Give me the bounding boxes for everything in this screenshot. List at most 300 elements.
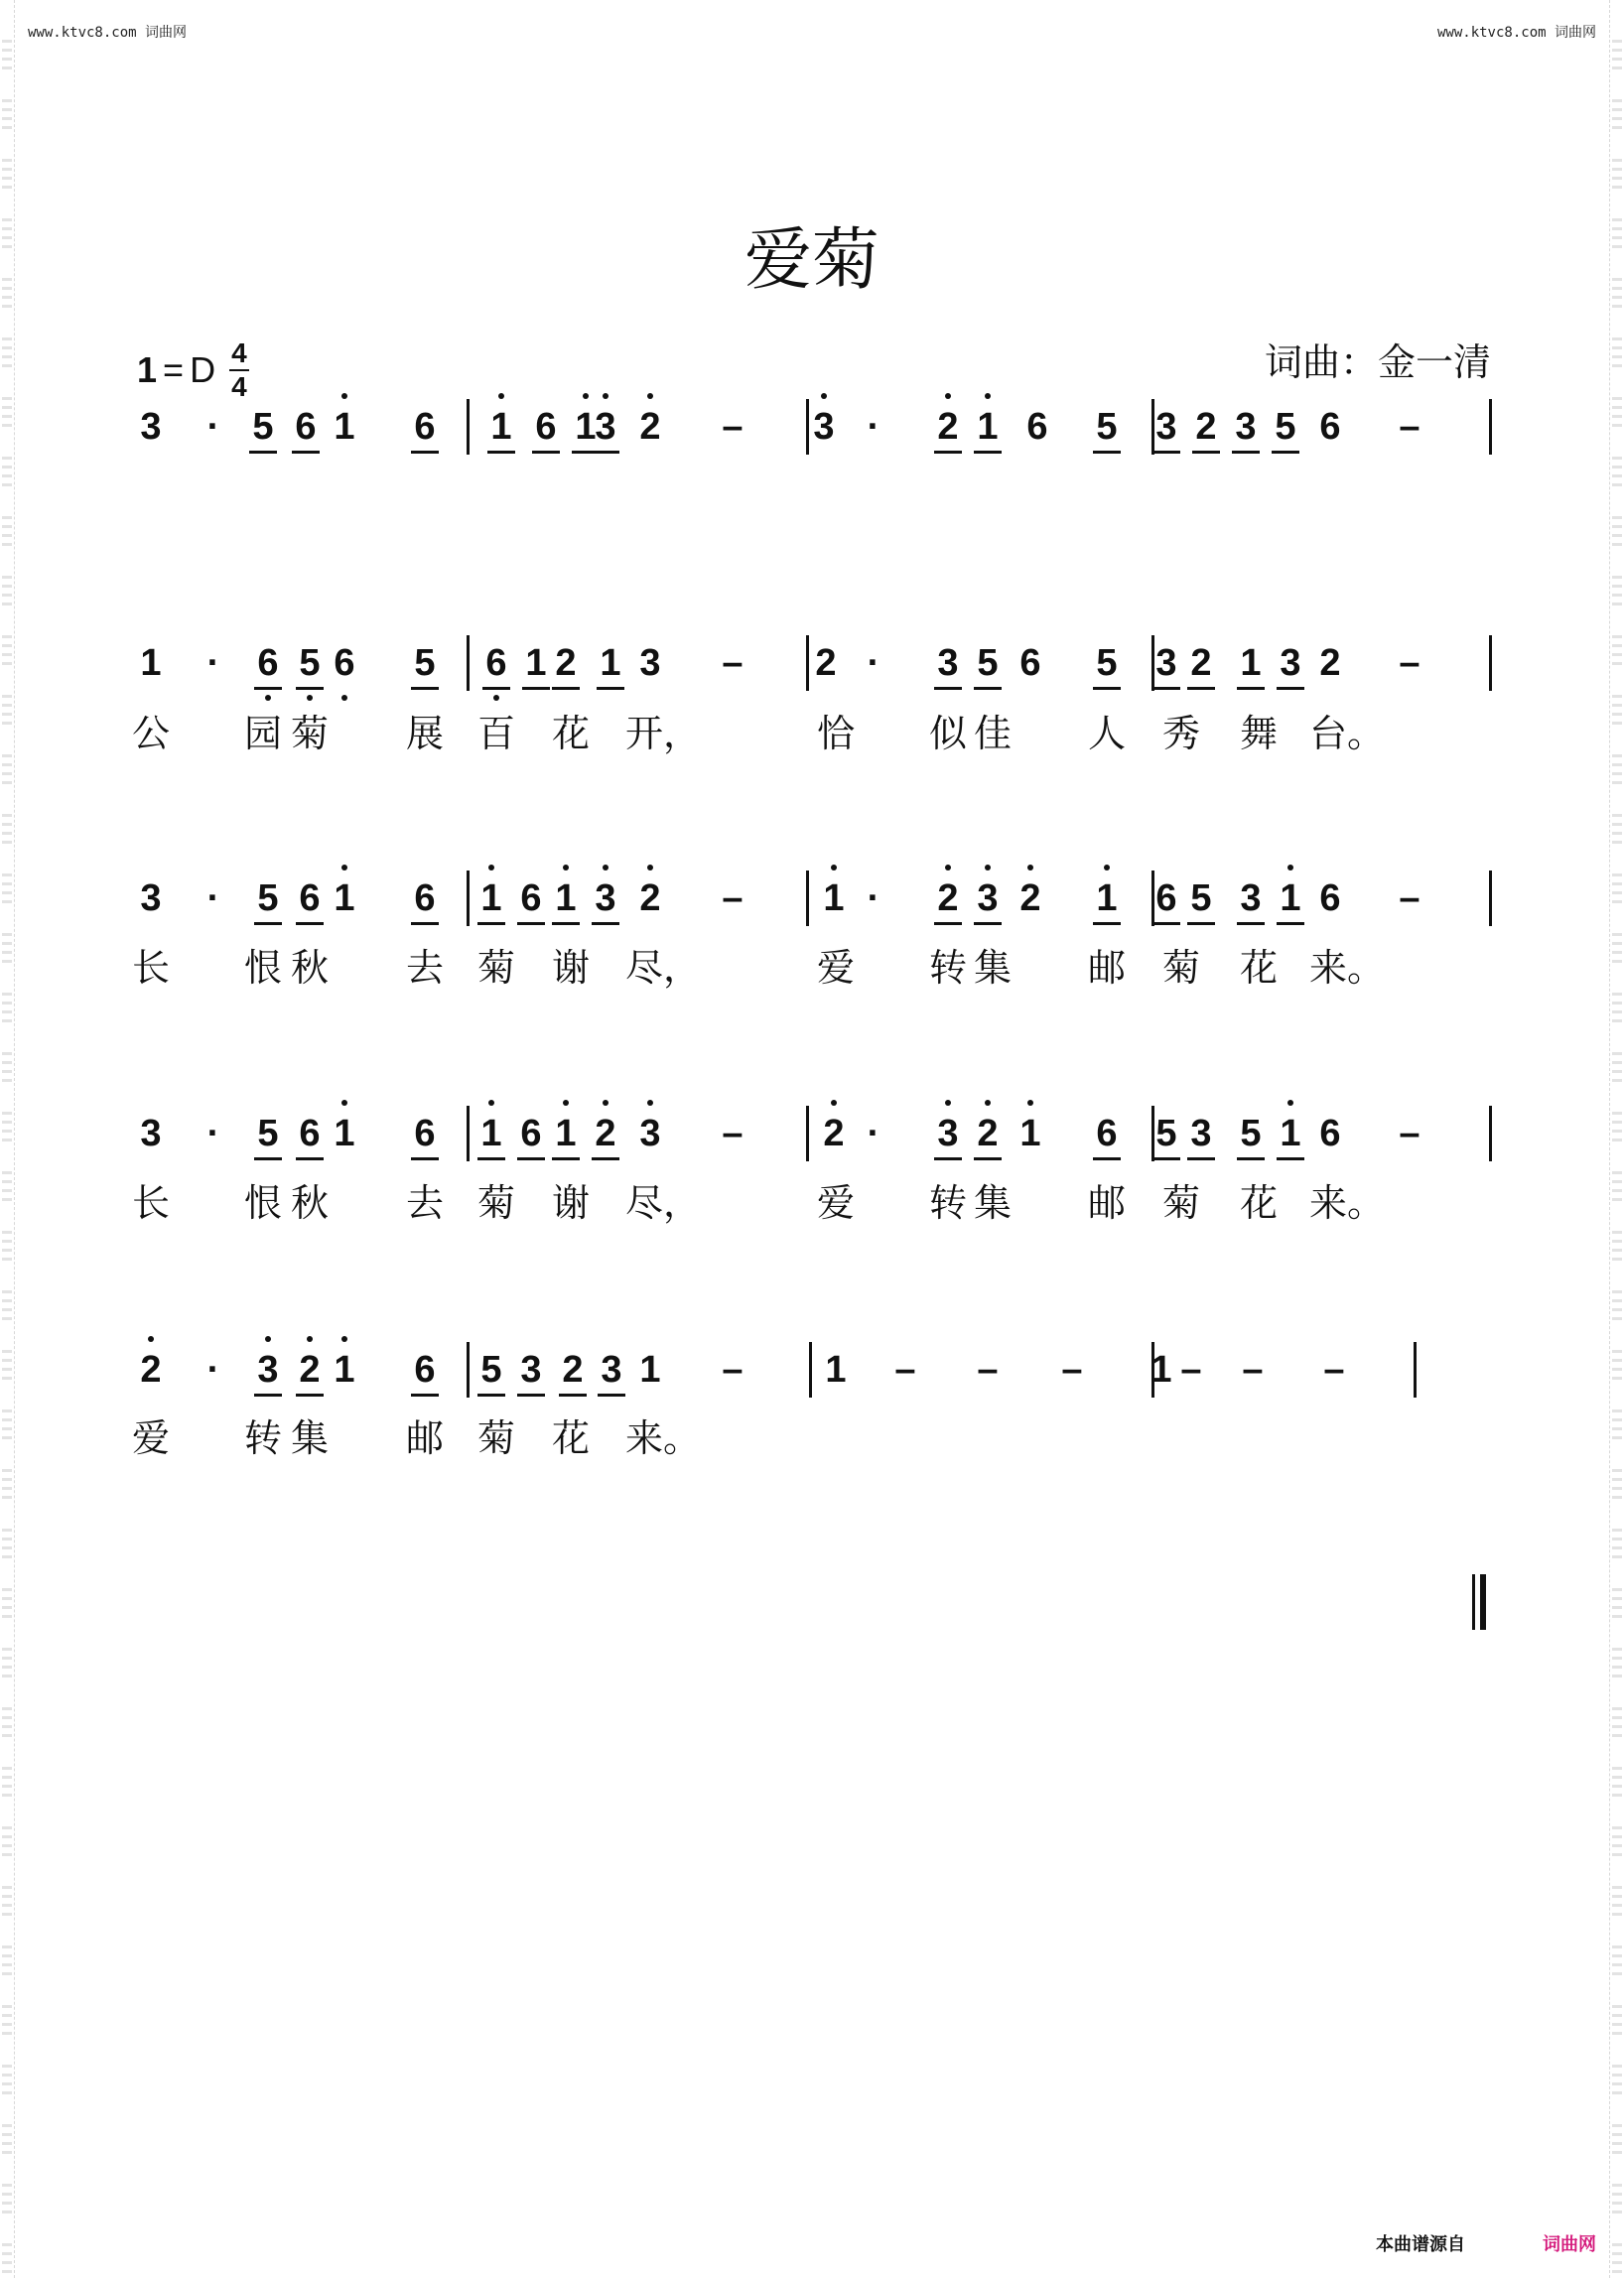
site-header-right: www.ktvc8.com 词曲网	[1436, 25, 1596, 41]
note-augmentation-dot: ·	[206, 877, 220, 919]
key-equals: =	[163, 349, 185, 390]
note-digit: 2	[815, 642, 837, 684]
watermark-glyph	[2, 635, 12, 671]
composer-credit: 词曲：金一清	[1264, 340, 1491, 384]
lyric-syllable: 转	[243, 1416, 282, 1460]
lyric-syllable: 长	[131, 1181, 170, 1225]
watermark-glyph	[2, 754, 12, 790]
watermark-glyph	[1612, 1648, 1622, 1683]
note-digit: 5	[257, 877, 279, 919]
note-digit: 5	[257, 1113, 279, 1154]
eighth-note-underline	[532, 451, 560, 454]
note-digit: 1	[825, 1349, 847, 1391]
watermark-glyph	[1612, 2184, 1622, 2219]
lyric-syllable: 秋	[290, 946, 329, 990]
eighth-note-underline	[1152, 922, 1180, 925]
eighth-note-underline	[1187, 687, 1215, 690]
note-digit: 1	[525, 642, 547, 684]
eighth-note-underline	[1277, 922, 1304, 925]
lyric-syllable: 舞	[1239, 712, 1278, 755]
lyric-syllable: 来。	[625, 1416, 702, 1460]
eighth-note-underline	[974, 922, 1002, 925]
note-augmentation-dot: ·	[867, 1113, 880, 1154]
note-digit: 3	[1190, 1113, 1212, 1154]
note-extension-dash: –	[1399, 877, 1421, 919]
watermark-glyph	[1612, 457, 1622, 492]
note-digit: 6	[520, 877, 542, 919]
note-digit: 2	[1195, 406, 1217, 448]
eighth-note-underline	[1237, 687, 1265, 690]
watermark-glyph	[2, 1767, 12, 1803]
watermark-glyph	[2, 1409, 12, 1445]
time-signature	[229, 337, 249, 403]
note-digit: 6	[1026, 406, 1048, 448]
note-digit: 1	[977, 406, 999, 448]
watermark-glyph	[1612, 695, 1622, 731]
note-digit: 5	[1275, 406, 1296, 448]
lyric-syllable: 集	[290, 1416, 329, 1460]
note-digit: 3	[140, 1113, 162, 1154]
note-digit: 6	[1319, 406, 1341, 448]
watermark-glyph	[1612, 1767, 1622, 1803]
note-digit: 3	[257, 1349, 279, 1391]
eighth-note-underline	[517, 1157, 545, 1160]
footer-brand-link[interactable]: 词曲网	[1543, 2234, 1596, 2255]
watermark-glyph	[2, 1350, 12, 1386]
barline	[1489, 635, 1492, 691]
note-digit: 1	[1280, 1113, 1301, 1154]
note-digit: 5	[252, 406, 274, 448]
note-digit: 6	[520, 1113, 542, 1154]
lyric-syllable: 菊	[476, 1416, 515, 1460]
octave-high-dot	[603, 865, 609, 871]
watermark-glyph	[1612, 635, 1622, 671]
note-extension-dash: –	[1180, 1349, 1202, 1391]
note-digit: 1	[639, 1349, 661, 1391]
watermark-glyph	[2, 1112, 12, 1147]
lyric-syllable: 花	[1239, 1181, 1278, 1225]
eighth-note-underline	[597, 687, 624, 690]
key-tonic: 1	[137, 349, 158, 390]
watermark-glyph	[1612, 1350, 1622, 1386]
octave-high-dot	[341, 393, 347, 399]
note-extension-dash: –	[1399, 1113, 1421, 1154]
watermark-glyph	[2, 1707, 12, 1743]
watermark-glyph	[2, 2184, 12, 2219]
note-digit: 1	[334, 1113, 355, 1154]
note-digit: 3	[639, 642, 661, 684]
barline	[467, 1342, 470, 1398]
eighth-note-underline	[1232, 451, 1260, 454]
barline	[806, 871, 809, 926]
watermark-glyph	[2, 1886, 12, 1922]
note-digit: 1	[490, 406, 512, 448]
lyric-syllable: 来。	[1309, 1181, 1386, 1225]
watermark-glyph	[2, 814, 12, 850]
octave-high-dot	[148, 1336, 154, 1342]
note-extension-dash: –	[977, 1349, 999, 1391]
eighth-note-underline	[1237, 922, 1265, 925]
watermark-glyph	[1612, 99, 1622, 135]
eighth-note-underline	[477, 1394, 505, 1397]
note-digit: 5	[977, 642, 999, 684]
note-digit: 5	[1190, 877, 1212, 919]
eighth-note-underline	[487, 451, 515, 454]
eighth-note-underline	[411, 451, 439, 454]
octave-high-dot	[488, 1100, 494, 1106]
eighth-note-underline	[934, 687, 962, 690]
eighth-note-underline	[1187, 922, 1215, 925]
note-digit: 3	[977, 877, 999, 919]
octave-high-dot	[341, 1100, 347, 1106]
note-digit: 1	[334, 406, 355, 448]
note-digit: 1	[334, 1349, 355, 1391]
octave-high-dot	[985, 865, 991, 871]
note-digit: 6	[257, 642, 279, 684]
note-digit: 3	[813, 406, 835, 448]
eighth-note-underline	[559, 1394, 587, 1397]
barline	[1489, 871, 1492, 926]
note-digit: 2	[639, 877, 661, 919]
lyric-syllable: 谢	[551, 1181, 590, 1225]
lyric-syllable: 来。	[1309, 946, 1386, 990]
note-extension-dash: –	[722, 877, 744, 919]
note-digit: 2	[977, 1113, 999, 1154]
note-digit: 6	[1319, 1113, 1341, 1154]
eighth-note-underline	[411, 922, 439, 925]
eighth-note-underline	[934, 1157, 962, 1160]
note-digit: 3	[937, 642, 959, 684]
watermark-glyph	[2, 1290, 12, 1326]
eighth-note-underline	[1152, 687, 1180, 690]
note-digit: 6	[1319, 877, 1341, 919]
lyric-syllable: 展	[405, 712, 444, 755]
note-digit: 3	[1280, 642, 1301, 684]
watermark-glyph	[1612, 2005, 1622, 2041]
right-watermark-strip	[1609, 0, 1624, 2278]
note-digit: 2	[937, 406, 959, 448]
octave-high-dot	[985, 393, 991, 399]
watermark-glyph	[2, 337, 12, 373]
octave-high-dot	[488, 865, 494, 871]
watermark-glyph	[2, 1469, 12, 1505]
watermark-glyph	[2, 2065, 12, 2100]
note-augmentation-dot: ·	[206, 406, 220, 448]
eighth-note-underline	[254, 1157, 282, 1160]
note-digit: 2	[937, 877, 959, 919]
note-digit: 5	[299, 642, 321, 684]
note-digit: 3	[520, 1349, 542, 1391]
eighth-note-underline	[974, 687, 1002, 690]
lyric-syllable: 菊	[290, 712, 329, 755]
eighth-note-underline	[254, 922, 282, 925]
watermark-glyph	[2, 1588, 12, 1624]
lyric-syllable: 邮	[1087, 946, 1126, 990]
lyric-syllable: 爱	[131, 1416, 170, 1460]
octave-high-dot	[603, 393, 609, 399]
watermark-glyph	[2, 1529, 12, 1564]
eighth-note-underline	[254, 1394, 282, 1397]
octave-high-dot	[945, 865, 951, 871]
note-extension-dash: –	[1399, 642, 1421, 684]
watermark-glyph	[1612, 933, 1622, 969]
eighth-note-underline	[517, 922, 545, 925]
lyric-syllable: 秋	[290, 1181, 329, 1225]
eighth-note-underline	[1093, 451, 1121, 454]
site-header-left: www.ktvc8.com 词曲网	[28, 25, 188, 41]
barline	[1489, 1106, 1492, 1161]
note-digit: 6	[414, 406, 436, 448]
eighth-note-underline	[254, 687, 282, 690]
lyric-syllable: 爱	[816, 946, 855, 990]
lyric-syllable: 爱	[816, 1181, 855, 1225]
watermark-glyph	[2, 40, 12, 75]
octave-high-dot	[1027, 865, 1033, 871]
eighth-note-underline	[411, 687, 439, 690]
note-extension-dash: –	[1399, 406, 1421, 448]
eighth-note-underline	[934, 922, 962, 925]
watermark-glyph	[2, 576, 12, 611]
lyric-syllable: 尽，	[625, 1181, 702, 1225]
eighth-note-underline	[1152, 1157, 1180, 1160]
time-denominator: 4	[231, 371, 247, 402]
watermark-glyph	[2, 1231, 12, 1267]
watermark-glyph	[1612, 337, 1622, 373]
note-digit: 1	[823, 877, 845, 919]
octave-high-dot	[1287, 1100, 1293, 1106]
octave-high-dot	[563, 1100, 569, 1106]
note-extension-dash: –	[722, 642, 744, 684]
watermark-glyph	[1612, 814, 1622, 850]
octave-high-dot	[341, 865, 347, 871]
watermark-glyph	[1612, 1886, 1622, 1922]
note-digit: 6	[414, 1113, 436, 1154]
octave-high-dot	[945, 393, 951, 399]
lyric-syllable: 邮	[405, 1416, 444, 1460]
eighth-note-underline	[974, 451, 1002, 454]
watermark-glyph	[1612, 40, 1622, 75]
octave-high-dot	[341, 1336, 347, 1342]
note-digit: 3	[1235, 406, 1257, 448]
eighth-note-underline	[411, 1157, 439, 1160]
eighth-note-underline	[1152, 451, 1180, 454]
lyric-syllable: 转	[928, 1181, 967, 1225]
note-digit: 6	[414, 877, 436, 919]
eighth-note-underline	[598, 1394, 625, 1397]
barline	[809, 1342, 812, 1398]
eighth-note-underline	[482, 687, 510, 690]
eighth-note-underline	[1277, 687, 1304, 690]
watermark-glyph	[2, 1171, 12, 1207]
note-digit: 1	[555, 1113, 577, 1154]
barline	[467, 871, 470, 926]
note-digit: 6	[299, 1113, 321, 1154]
note-digit: 6	[485, 642, 507, 684]
note-digit: 2	[140, 1349, 162, 1391]
watermark-glyph	[1612, 1171, 1622, 1207]
lyric-syllable: 开，	[625, 712, 702, 755]
note-digit: 1	[480, 877, 502, 919]
lyric-syllable: 园	[243, 712, 282, 755]
barline	[467, 635, 470, 691]
note-digit: 6	[1096, 1113, 1118, 1154]
watermark-glyph	[1612, 1290, 1622, 1326]
note-extension-dash: –	[722, 406, 744, 448]
eighth-note-underline	[1237, 1157, 1265, 1160]
octave-high-dot	[307, 1336, 313, 1342]
eighth-note-underline	[296, 1394, 324, 1397]
note-augmentation-dot: ·	[867, 406, 880, 448]
watermark-glyph	[1612, 1945, 1622, 1981]
note-digit: 3	[1240, 877, 1262, 919]
key-signature	[137, 337, 249, 403]
lyric-syllable: 集	[973, 1181, 1012, 1225]
lyric-syllable: 恰	[816, 712, 855, 755]
watermark-glyph	[1612, 1469, 1622, 1505]
watermark-glyph	[1612, 1588, 1622, 1624]
lyric-syllable: 公	[131, 712, 170, 755]
watermark-glyph	[1612, 873, 1622, 909]
eighth-note-underline	[592, 922, 619, 925]
eighth-note-underline	[296, 1157, 324, 1160]
lyric-syllable: 佳	[973, 712, 1012, 755]
watermark-glyph	[2, 516, 12, 552]
octave-high-dot	[985, 1100, 991, 1106]
left-watermark-strip	[0, 0, 15, 2278]
octave-high-dot	[603, 1100, 609, 1106]
octave-low-dot	[493, 695, 499, 701]
note-digit: 3	[140, 877, 162, 919]
watermark-glyph	[2, 2243, 12, 2279]
watermark-glyph	[2, 99, 12, 135]
note-digit: 5	[1155, 1113, 1177, 1154]
lyric-syllable: 谢	[551, 946, 590, 990]
eighth-note-underline	[1093, 687, 1121, 690]
eighth-note-underline	[592, 1157, 619, 1160]
note-digit: 2	[639, 406, 661, 448]
octave-high-dot	[1104, 865, 1110, 871]
lyric-syllable: 去	[405, 946, 444, 990]
note-digit: 1	[1150, 1349, 1172, 1391]
barline	[467, 1106, 470, 1161]
note-digit: 3	[595, 406, 616, 448]
watermark-glyph	[1612, 754, 1622, 790]
note-digit: 3	[140, 406, 162, 448]
eighth-note-underline	[552, 1157, 580, 1160]
note-digit: 1	[575, 406, 597, 448]
lyric-syllable: 尽，	[625, 946, 702, 990]
octave-high-dot	[821, 393, 827, 399]
lyric-syllable: 似	[928, 712, 967, 755]
watermark-glyph	[2, 695, 12, 731]
eighth-note-underline	[1272, 451, 1299, 454]
note-extension-dash: –	[894, 1349, 916, 1391]
note-digit: 2	[299, 1349, 321, 1391]
note-digit: 3	[601, 1349, 622, 1391]
watermark-glyph	[1612, 1529, 1622, 1564]
octave-high-dot	[945, 1100, 951, 1106]
note-digit: 5	[414, 642, 436, 684]
eighth-note-underline	[1192, 451, 1220, 454]
footer-source-label: 本曲谱源自	[1376, 2234, 1465, 2255]
note-digit: 2	[1019, 877, 1041, 919]
note-digit: 5	[1096, 642, 1118, 684]
watermark-glyph	[2, 1648, 12, 1683]
note-augmentation-dot: ·	[206, 1349, 220, 1391]
lyric-syllable: 转	[928, 946, 967, 990]
watermark-glyph	[1612, 2124, 1622, 2160]
note-digit: 6	[295, 406, 317, 448]
eighth-note-underline	[1187, 1157, 1215, 1160]
note-digit: 2	[1319, 642, 1341, 684]
eighth-note-underline	[1093, 922, 1121, 925]
lyric-syllable: 花	[1239, 946, 1278, 990]
watermark-glyph	[1612, 1052, 1622, 1088]
lyric-syllable: 集	[973, 946, 1012, 990]
octave-high-dot	[1027, 1100, 1033, 1106]
note-digit: 1	[1019, 1113, 1041, 1154]
eighth-note-underline	[477, 1157, 505, 1160]
lyric-syllable: 恨	[243, 1181, 282, 1225]
octave-low-dot	[341, 695, 347, 701]
eighth-note-underline	[296, 687, 324, 690]
watermark-glyph	[2, 457, 12, 492]
note-digit: 6	[334, 642, 355, 684]
note-augmentation-dot: ·	[867, 877, 880, 919]
note-extension-dash: –	[1242, 1349, 1264, 1391]
watermark-glyph	[1612, 516, 1622, 552]
octave-low-dot	[265, 695, 271, 701]
lyric-syllable: 邮	[1087, 1181, 1126, 1225]
watermark-glyph	[1612, 397, 1622, 433]
note-digit: 2	[555, 642, 577, 684]
eighth-note-underline	[552, 687, 580, 690]
note-digit: 6	[535, 406, 557, 448]
watermark-glyph	[2, 2124, 12, 2160]
eighth-note-underline	[296, 922, 324, 925]
eighth-note-underline	[934, 451, 962, 454]
watermark-glyph	[1612, 576, 1622, 611]
note-digit: 3	[937, 1113, 959, 1154]
note-extension-dash: –	[1061, 1349, 1083, 1391]
watermark-glyph	[2, 1052, 12, 1088]
note-augmentation-dot: ·	[206, 1113, 220, 1154]
note-digit: 1	[600, 642, 621, 684]
octave-low-dot	[307, 695, 313, 701]
note-digit: 1	[140, 642, 162, 684]
barline	[1489, 399, 1492, 455]
watermark-glyph	[2, 1826, 12, 1862]
lyric-syllable: 台。	[1309, 712, 1386, 755]
lyric-syllable: 花	[551, 1416, 590, 1460]
note-digit: 2	[823, 1113, 845, 1154]
note-digit: 1	[1096, 877, 1118, 919]
lyric-syllable: 人	[1087, 712, 1126, 755]
watermark-glyph	[2, 873, 12, 909]
octave-high-dot	[498, 393, 504, 399]
barline	[467, 399, 470, 455]
eighth-note-underline	[1277, 1157, 1304, 1160]
note-digit: 3	[1155, 406, 1177, 448]
watermark-glyph	[2, 159, 12, 195]
note-digit: 5	[480, 1349, 502, 1391]
lyric-syllable: 菊	[476, 946, 515, 990]
note-extension-dash: –	[1323, 1349, 1345, 1391]
note-digit: 1	[334, 877, 355, 919]
lyric-syllable: 长	[131, 946, 170, 990]
octave-high-dot	[1287, 865, 1293, 871]
note-augmentation-dot: ·	[206, 642, 220, 684]
